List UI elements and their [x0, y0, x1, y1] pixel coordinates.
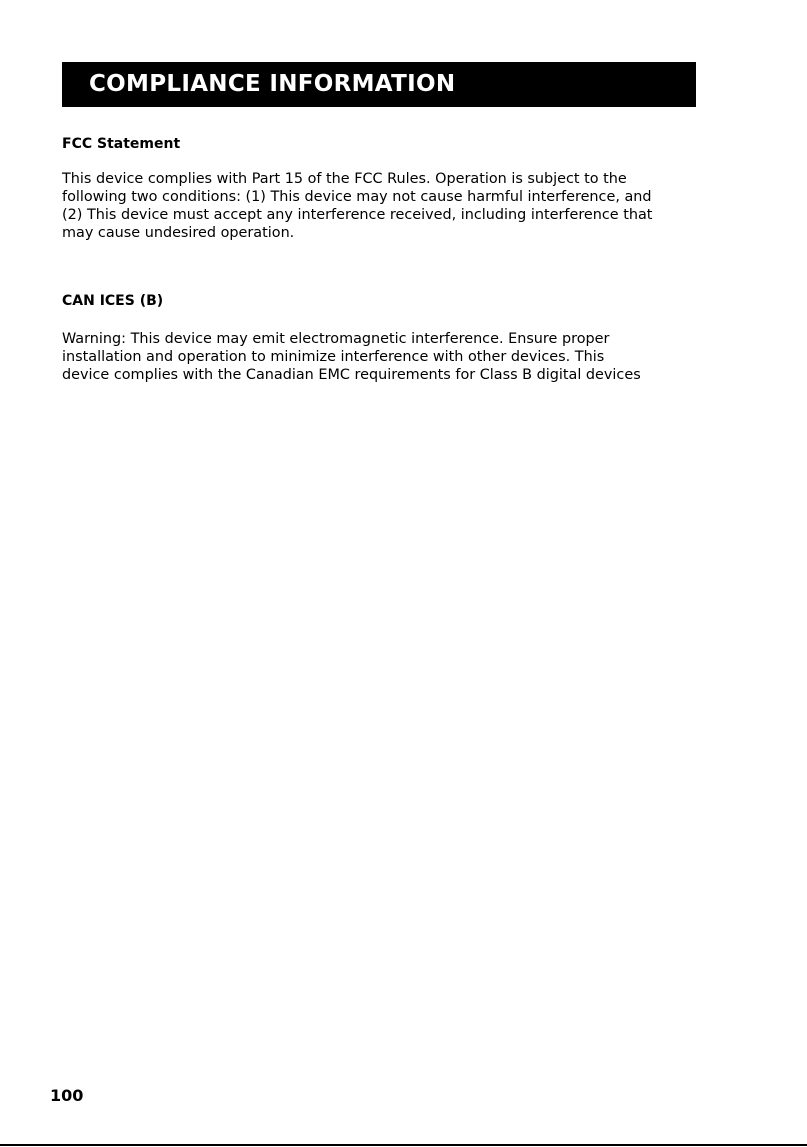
- fcc-statement-line: following two conditions: (1) This device may not cause harmful interference, and: [62, 189, 652, 205]
- can-ices-heading: CAN ICES (B): [62, 293, 164, 309]
- fcc-statement-line: may cause undesired operation.: [62, 225, 295, 241]
- bottom-rule: [0, 1144, 807, 1146]
- title-banner: [62, 62, 696, 107]
- fcc-statement-heading: FCC Statement: [62, 136, 181, 152]
- can-ices-line: Warning: This device may emit electromagnetic interference. Ensure proper: [62, 331, 610, 347]
- page-title: COMPLIANCE INFORMATION: [89, 71, 456, 97]
- can-ices-line: device complies with the Canadian EMC requirements for Class B digital devices: [62, 367, 641, 383]
- fcc-statement-line: (2) This device must accept any interference received, including interference that: [62, 207, 653, 223]
- can-ices-text: [62, 330, 702, 384]
- can-ices-line: installation and operation to minimize interference with other devices. This: [62, 349, 605, 365]
- page-number: 100: [50, 1086, 84, 1105]
- fcc-statement-line: This device complies with Part 15 of the FCC Rules. Operation is subject to the: [62, 171, 627, 187]
- fcc-statement-text: [62, 170, 702, 242]
